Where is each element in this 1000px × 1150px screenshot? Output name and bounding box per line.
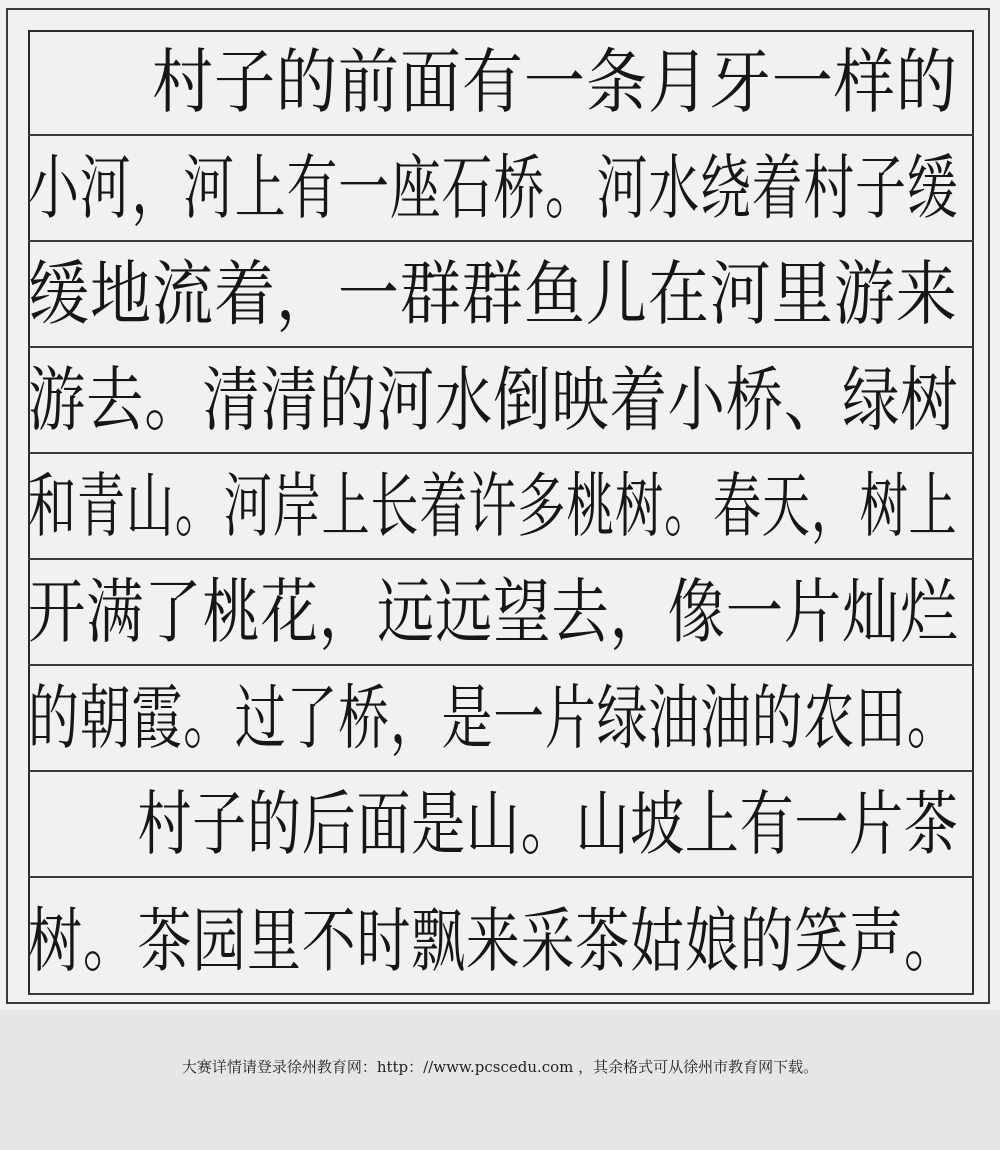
writing-line-1 xyxy=(28,30,974,136)
essay-line-1: 村子的前面有一条月牙一样的 xyxy=(28,41,958,123)
essay-line-6: 开满了桃花，远远望去，像一片灿烂 xyxy=(28,571,959,653)
writing-line-9 xyxy=(28,878,974,995)
writing-line-4 xyxy=(28,348,974,454)
writing-line-2 xyxy=(28,136,974,242)
contest-footer-note: 大赛详情请登录徐州教育网：http：//www.pcscedu.com ，其余格式可从徐州市教育网下载。 xyxy=(181,1058,819,1076)
essay-line-3: 缓地流着，一群群鱼儿在河里游来 xyxy=(28,253,958,335)
essay-line-8: 村子的后面是山。山坡上有一片茶 xyxy=(28,783,959,865)
writing-line-3 xyxy=(28,242,974,348)
writing-line-6 xyxy=(28,560,974,666)
essay-line-7: 的朝霞。过了桥，是一片绿油油的农田。 xyxy=(28,677,959,759)
essay-line-9: 树。茶园里不时飘来采茶姑娘的笑声。 xyxy=(28,900,959,982)
essay-line-2: 小河，河上有一座石桥。河水绕着村子缓 xyxy=(28,147,959,229)
essay-line-5: 和青山。河岸上长着许多桃树。春天，树上 xyxy=(28,465,958,547)
writing-line-8 xyxy=(28,772,974,878)
writing-line-7 xyxy=(28,666,974,772)
writing-line-5 xyxy=(28,454,974,560)
essay-line-4: 游去。清清的河水倒映着小桥、绿树 xyxy=(28,359,959,441)
